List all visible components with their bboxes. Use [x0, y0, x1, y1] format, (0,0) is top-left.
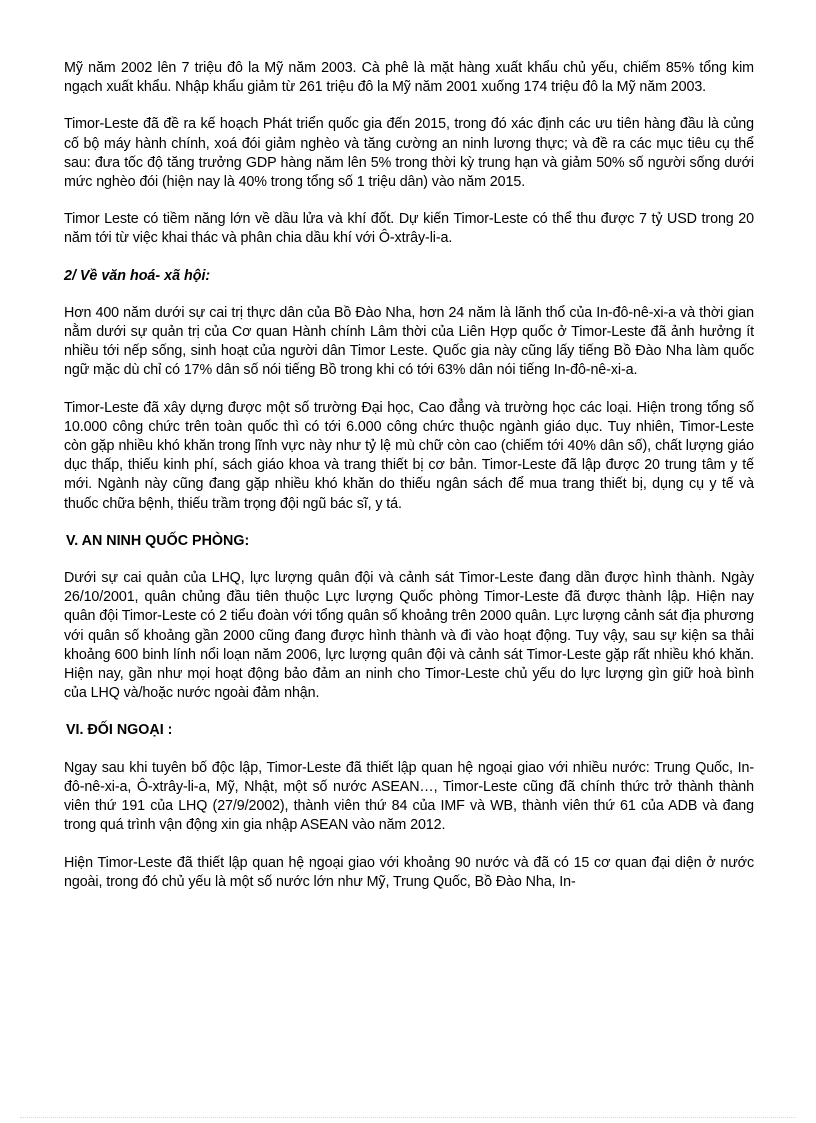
heading-foreign-relations: VI. ĐỐI NGOẠI : — [66, 722, 173, 739]
paragraph-military-police: Dưới sự cai quản của LHQ, lực lượng quân đội và cảnh sát Timor-Leste đang dần được hình thành. Ngày 26/10/2001, quân chủng đầu tiên thuộc Lực lượng Quốc phòng Timor-Leste đã được thành lập. Hiện nay quân đội Timor-Leste có 2 tiểu đoàn với tổng quân số khoảng trên 2000 quân. Lực lượng cảnh sát địa phương với quân số khoảng gần 2000 cũng đang được hình thành và đi vào hoạt động. Tuy vậy, sau sự kiện sa thải khoảng 600 binh lính nổi loạn năm 2006, lực lượng quân đội và cảnh sát Timor-Leste gặp rất nhiều khó khăn. Hiện nay, gần như mọi hoạt động bảo đảm an ninh cho Timor-Leste chủ yếu do lực lượng gìn giữ hoà bình của LHQ và/hoặc nước ngoài đảm nhận. — [64, 570, 754, 702]
paragraph-oil-gas: Timor Leste có tiềm năng lớn về dầu lửa và khí đốt. Dự kiến Timor-Leste có thể thu được 7 tỷ USD trong 20 năm tới từ việc khai thác và phân chia dầu khí với Ô-xtrây-li-a. — [64, 211, 754, 247]
paragraph-colonial-history: Hơn 400 năm dưới sự cai trị thực dân của Bồ Đào Nha, hơn 24 năm là lãnh thổ của In-đô-nê-xi-a và thời gian nằm dưới sự quản trị của Cơ quan Hành chính Lâm thời của Liên Hợp quốc ở Timor-Leste đã ảnh hưởng ít nhiều tới nếp sống, sinh hoạt của người dân Timor Leste. Quốc gia này cũng lấy tiếng Bồ Đào Nha làm quốc ngữ mặc dù chỉ có 17% dân số nói tiếng Bồ trong khi có tới 63% dân nói tiếng In-đô-nê-xi-a. — [64, 304, 754, 379]
paragraph-development-plan: Timor-Leste đã đề ra kế hoạch Phát triển quốc gia đến 2015, trong đó xác định các ưu tiên hàng đầu là củng cố bộ máy hành chính, xoá đói giảm nghèo và tăng cường an ninh lương thực; và đề ra các mục tiêu cụ thể sau: đưa tốc độ tăng trưởng GDP hàng năm lên 5% trong thời kỳ trung hạn và giảm 50% số người sống dưới mức nghèo đói (hiện nay là 40% trong tổng số 1 triệu dân) vào năm 2015. — [64, 116, 754, 191]
document-page — [64, 59, 754, 892]
paragraph-education-health: Timor-Leste đã xây dựng được một số trường Đại học, Cao đẳng và trường học các loại. Hiện trong tổng số 10.000 công chức trên toàn quốc thì có tới 6.000 công chức thuộc ngành giáo dục. Tuy nhiên, Timor-Leste còn gặp nhiều khó khăn trong lĩnh vực này như tỷ lệ mù chữ còn cao (chiếm tới 40% dân số), chất lượng giáo dục thấp, thiếu kinh phí, sách giáo khoa và trang thiết bị cơ bản. Timor-Leste đã lập được 20 trung tâm y tế mới. Ngành này cũng đang gặp nhiều khó khăn do thiếu ngân sách để mua trang thiết bị, dụng cụ y tế và thuốc chữa bệnh, thiếu trầm trọng đội ngũ bác sĩ, y tá. — [64, 399, 754, 512]
page-bottom-divider — [20, 1117, 796, 1118]
paragraph-economy-trade: Mỹ năm 2002 lên 7 triệu đô la Mỹ năm 2003. Cà phê là mặt hàng xuất khẩu chủ yếu, chiếm 85% tổng kim ngạch xuất khẩu. Nhập khẩu giảm từ 261 triệu đô la Mỹ năm 2001 xuống 174 triệu đô la Mỹ năm 2003. — [64, 60, 754, 96]
paragraph-representations: Hiện Timor-Leste đã thiết lập quan hệ ngoại giao với khoảng 90 nước và đã có 15 cơ quan đại diện ở nước ngoài, trong đó chủ yếu là một số nước lớn như Mỹ, Trung Quốc, Bồ Đào Nha, In- — [64, 854, 754, 890]
heading-security-defense: V. AN NINH QUỐC PHÒNG: — [66, 532, 250, 549]
paragraph-diplomatic-ties: Ngay sau khi tuyên bố độc lập, Timor-Leste đã thiết lập quan hệ ngoại giao với nhiều nước: Trung Quốc, In-đô-nê-xi-a, Ô-xtrây-li-a, Mỹ, Nhật, một số nước ASEAN…, Timor-Leste cũng đã chính thức trở thành thành viên thứ 191 của LHQ (27/9/2002), thành viên thứ 84 của IMF và WB, thành viên thứ 61 của ADB và đang trong quá trình vận động xin gia nhập ASEAN vào năm 2012. — [64, 759, 754, 834]
heading-culture-society: 2/ Về văn hoá- xã hội: — [64, 267, 211, 284]
